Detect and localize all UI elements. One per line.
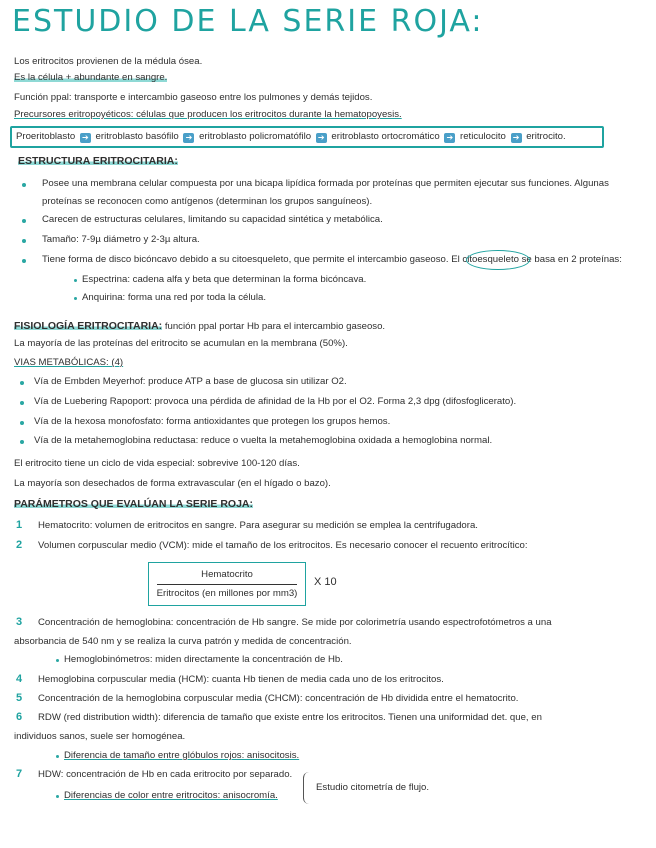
- estructura-heading: ESTRUCTURA ERITROCITARIA:: [18, 155, 178, 167]
- chain-step-6: eritrocito.: [526, 131, 566, 142]
- fisiologia-heading-line: [14, 320, 385, 333]
- param-6a: RDW (red distribution width): diferencia de tamaño que existe entre los eritrocitos. Tienen una uniformidad det. que, en: [38, 712, 542, 723]
- formula-multiplier: X 10: [314, 576, 337, 588]
- fisiologia-l1: La mayoría de las proteínas del eritrocito se acumulan en la membrana (50%).: [14, 338, 348, 349]
- brace-icon: [303, 772, 312, 804]
- estructura-b3: Tamaño: 7-9µ diámetro y 2-3µ altura.: [42, 234, 200, 245]
- param-4: Hemoglobina corpuscular media (HCM): cuanta Hb tienen de media cada uno de los eritrocitos.: [38, 674, 444, 685]
- number-1: 1: [16, 519, 23, 531]
- number-4: 4: [16, 673, 23, 685]
- number-2: 2: [16, 539, 23, 551]
- fisiologia-b4: Vía de la metahemoglobina reductasa: reduce o vuelta la metahemoglobina oxidada a hemoglobina normal.: [34, 435, 493, 446]
- param-5: Concentración de la hemoglobina corpuscular media (CHCM): concentración de Hb dividida entre el hematocrito.: [38, 693, 519, 704]
- number-6: 6: [16, 711, 23, 723]
- bullet-icon: [20, 381, 24, 385]
- intro-line-3: Función ppal: transporte e intercambio gaseoso entre los pulmones y demás tejidos.: [14, 92, 373, 103]
- formula-numerator: Hematocrito: [201, 569, 253, 580]
- parametros-heading: PARÁMETROS QUE EVALÚAN LA SERIE ROJA:: [14, 498, 253, 510]
- bullet-icon: [22, 239, 26, 243]
- bullet-icon: [22, 183, 26, 187]
- param-7: HDW: concentración de Hb en cada eritrocito por separado.: [38, 769, 293, 780]
- bullet-icon: [20, 440, 24, 444]
- fraction-line: [157, 584, 297, 585]
- fisiologia-l4: La mayoría son desechados de forma extravascular (en el hígado o bazo).: [14, 478, 331, 489]
- param-3a: Concentración de hemoglobina: concentración de Hb sangre. Se mide por colorimetría usando espectrofotómetros a una: [38, 617, 552, 628]
- bullet-icon: [22, 259, 26, 263]
- chain-step-1: Proeritoblasto: [16, 131, 76, 142]
- page-title: ESTUDIO DE LA SERIE ROJA:: [12, 4, 484, 39]
- estructura-b1b: proteínas se reconocen como antígenos (determinan los grupos sanguíneos).: [42, 196, 373, 207]
- fisiologia-l2: VIAS METABÓLICAS: (4): [14, 357, 124, 368]
- arrow-right-icon: ➔: [316, 133, 327, 143]
- sub-bullet-icon: [56, 659, 59, 662]
- param-2: Volumen corpuscular medio (VCM): mide el tamaño de los eritrocitos. Es necesario conocer el recuento eritrocítico:: [38, 540, 528, 551]
- chain-step-5: reticulocito: [460, 131, 506, 142]
- chain-step-2: eritroblasto basófilo: [95, 131, 179, 142]
- sub-bullet-icon: [56, 755, 59, 758]
- estructura-s1: Espectrina: cadena alfa y beta que determinan la forma bicóncava.: [82, 274, 367, 285]
- maturation-chain: [16, 131, 566, 143]
- fisiologia-b2: Vía de Luebering Rapoport: provoca una pérdida de afinidad de la Hb por el O2. Forma 2,3 dpg (difosfoglicerato).: [34, 396, 517, 407]
- arrow-right-icon: ➔: [511, 133, 522, 143]
- number-3: 3: [16, 616, 23, 628]
- param-7s: Diferencias de color entre eritrocitos: anisocromía.: [64, 790, 278, 801]
- param-1: Hematocrito: volumen de eritrocitos en sangre. Para asegurar su medición se emplea la centrifugadora.: [38, 520, 478, 531]
- arrow-right-icon: ➔: [80, 133, 91, 143]
- param-3b: absorbancia de 540 nm y se realiza la curva patrón y medida de concentración.: [14, 636, 352, 647]
- arrow-right-icon: ➔: [183, 133, 194, 143]
- sub-bullet-icon: [56, 795, 59, 798]
- estructura-b4: Tiene forma de disco bicóncavo debido a su citoesqueleto, que permite el intercambio gaseoso. El citoesqueleto se basa en 2 proteínas:: [42, 254, 622, 265]
- param-6b: individuos sanos, suele ser homogénea.: [14, 731, 186, 742]
- bullet-icon: [22, 219, 26, 223]
- bullet-icon: [20, 401, 24, 405]
- estructura-b2: Carecen de estructuras celulares, limitando su capacidad sintética y metabólica.: [42, 214, 383, 225]
- chain-step-3: eritroblasto policromatófilo: [199, 131, 312, 142]
- arrow-right-icon: ➔: [444, 133, 455, 143]
- param-3s: Hemoglobinómetros: miden directamente la concentración de Hb.: [64, 654, 343, 665]
- intro-line-4: Precursores eritropoyéticos: células que producen los eritrocitos durante la hematopoyesis.: [14, 109, 402, 120]
- highlight-circle: [466, 250, 530, 270]
- number-7: 7: [16, 768, 23, 780]
- estructura-s2: Anquirina: forma una red por toda la célula.: [82, 292, 266, 303]
- fisiologia-b1: Vía de Embden Meyerhof: produce ATP a base de glucosa sin utilizar O2.: [34, 376, 347, 387]
- fisiologia-heading: FISIOLOGÍA ERITROCITARIA:: [14, 320, 163, 332]
- chain-step-4: eritroblasto ortocromático: [331, 131, 440, 142]
- intro-line-2: Es la célula + abundante en sangre.: [14, 72, 168, 83]
- brace-note: Estudio citometría de flujo.: [316, 782, 430, 793]
- intro-line-1: Los eritrocitos provienen de la médula ósea.: [14, 56, 203, 67]
- fisiologia-heading-rest: función ppal portar Hb para el intercambio gaseoso.: [162, 321, 386, 332]
- bullet-icon: [20, 421, 24, 425]
- estructura-b1a: Posee una membrana celular compuesta por una bicapa lipídica formada por proteínas que permiten ejecutar sus funciones. Algunas: [42, 178, 609, 189]
- fisiologia-l3: El eritrocito tiene un ciclo de vida especial: sobrevive 100-120 días.: [14, 458, 300, 469]
- sub-bullet-icon: [74, 297, 77, 300]
- number-5: 5: [16, 692, 23, 704]
- formula-denominator: Eritrocitos (en millones por mm3): [156, 588, 298, 599]
- sub-bullet-icon: [74, 279, 77, 282]
- vcm-formula-box: [148, 562, 306, 606]
- param-6s: Diferencia de tamaño entre glóbulos rojos: anisocitosis.: [64, 750, 300, 761]
- fisiologia-b3: Vía de la hexosa monofosfato: forma antioxidantes que protegen los grupos hemos.: [34, 416, 391, 427]
